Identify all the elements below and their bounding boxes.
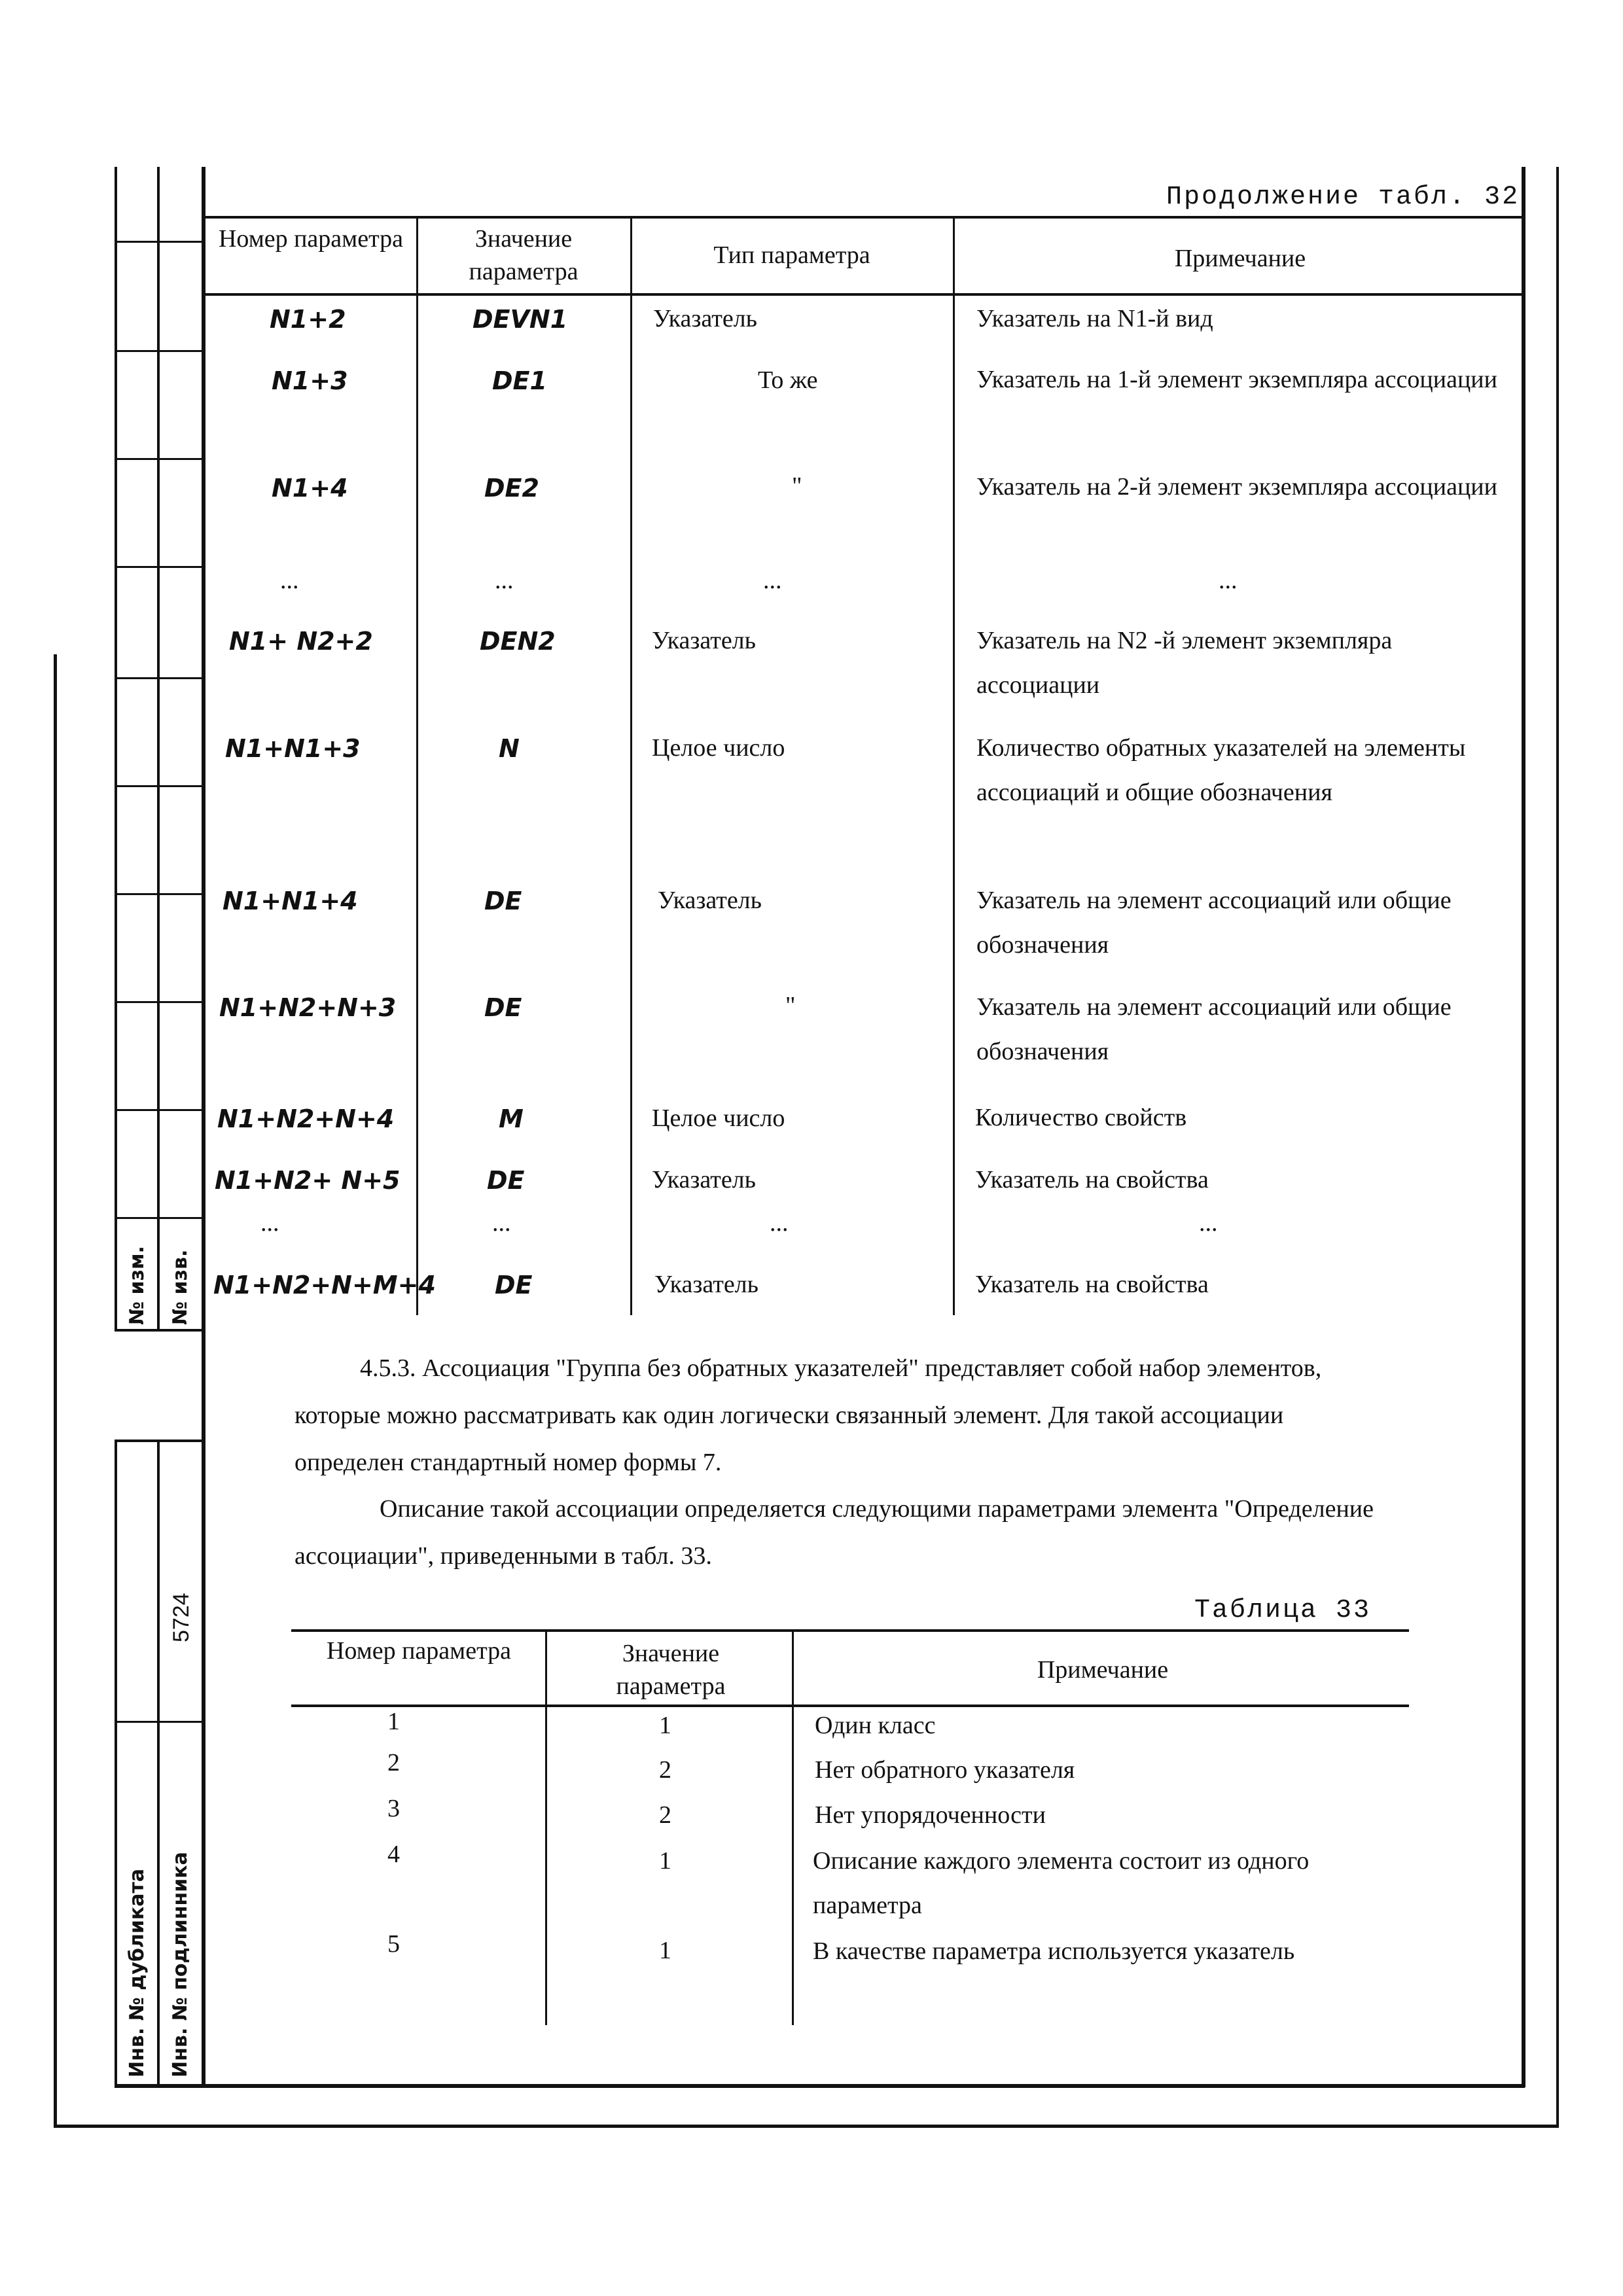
table-cell-note: ...: [1199, 1209, 1218, 1237]
table-cell-note: Указатель на свойства: [975, 1166, 1209, 1193]
strip-hline: [115, 350, 205, 352]
frame-left-outer: [54, 654, 57, 2128]
table32-header-rule: [205, 293, 1524, 296]
strip-hline: [115, 458, 205, 460]
table-cell-num: N1+N2+ N+5: [215, 1166, 401, 1195]
strip-lower-divider: [115, 1721, 205, 1723]
table-cell-num: 2: [387, 1749, 400, 1776]
table-cell-val: DEVN1: [473, 305, 568, 334]
table-cell-note: В качестве параметра используется указатель: [813, 1937, 1295, 1965]
strip-hline: [115, 1217, 205, 1219]
table-cell-num: N1+4: [272, 474, 348, 503]
table-cell-val: DE: [487, 1166, 525, 1195]
table33-caption: Таблица 33: [1194, 1596, 1372, 1625]
table-cell-num: N1+N1+3: [225, 734, 361, 763]
table32-col-sep: [630, 216, 632, 1315]
strip-hline: [115, 241, 205, 243]
table-cell-val: DE: [484, 887, 522, 915]
strip-lower-left: [115, 1439, 117, 2087]
table-cell-type: Указатель: [654, 1271, 758, 1298]
label-orig: Инв. № подлинника: [169, 1852, 192, 2077]
table-cell-note: Описание каждого элемента состоит из одного параметра: [813, 1847, 1310, 1919]
table-cell-num: N1+N2+N+3: [219, 993, 397, 1022]
table-cell-note: Указатель на свойства: [975, 1271, 1209, 1298]
table-cell-num: 5: [387, 1930, 400, 1958]
table-cell-type: Целое число: [652, 1104, 785, 1132]
table-cell-num: N1+N1+4: [223, 887, 358, 915]
frame-left-inner: [202, 167, 205, 2087]
label-izv: № изв.: [169, 1249, 192, 1325]
table-cell-num: N1+3: [272, 366, 348, 395]
table-cell-type: Целое число: [652, 734, 785, 762]
table32-header-note: Примечание: [1174, 245, 1306, 272]
table-cell-val: DE2: [484, 474, 539, 503]
table-cell-val: 1: [659, 1937, 671, 1964]
table-cell-val: ...: [495, 567, 514, 594]
table-cell-num: N1+N2+N+M+4: [213, 1271, 436, 1299]
strip-hline: [115, 1001, 205, 1003]
table-cell-num: 4: [387, 1841, 400, 1868]
table-cell-val: DE: [484, 993, 522, 1022]
table-cell-type: ": [785, 992, 796, 1019]
strip-upper-mid: [157, 167, 160, 1332]
table-cell-val: DE1: [492, 366, 547, 395]
paragraph-4-5-3: 4.5.3. Ассоциация "Группа без обратных указателей" представляет собой набор элементов, которые можно рассматривать как один логически связанный элемент. Для такой ассоциации определен стандартный номер формы 7.: [294, 1354, 1322, 1476]
table-cell-val: DEN2: [480, 627, 556, 656]
table32-header-type: Тип параметра: [713, 241, 870, 269]
table-cell-note: Указатель на элемент ассоциаций или общие обозначения: [976, 993, 1452, 1065]
table-cell-note: Нет упорядоченности: [815, 1801, 1046, 1829]
table33-header-note: Примечание: [1037, 1656, 1169, 1684]
table33-header-val: Значение параметра: [616, 1640, 726, 1700]
paragraph-description: Описание такой ассоциации определяется следующими параметрами элемента "Определение ассоциации", приведенными в табл. 33.: [294, 1495, 1374, 1570]
table-cell-note: Количество обратных указателей на элементы ассоциаций и общие обозначения: [976, 734, 1466, 806]
table-cell-val: ...: [492, 1209, 511, 1237]
table-cell-val: M: [499, 1104, 524, 1133]
table-cell-num: N1+N2+N+4: [217, 1104, 395, 1133]
strip-hline: [115, 566, 205, 568]
table-cell-val: N: [499, 734, 520, 763]
table32-col-sep: [416, 216, 418, 1315]
table-cell-val: 1: [659, 1847, 671, 1875]
table-cell-note: Указатель на N1-й вид: [976, 305, 1213, 332]
table32-col-sep: [953, 216, 955, 1315]
strip-hline: [115, 1109, 205, 1111]
strip-lower-mid: [157, 1439, 160, 2087]
table-cell-note: ...: [1219, 567, 1238, 594]
frame-right-inner: [1522, 167, 1525, 2087]
table-cell-note: Указатель на 1-й элемент экземпляра ассоциации: [976, 366, 1497, 393]
table-cell-type: ...: [763, 567, 782, 594]
strip-upper-bottom: [115, 1329, 205, 1332]
table-cell-note: Указатель на 2-й элемент экземпляра ассоциации: [976, 473, 1497, 501]
table-cell-type: ...: [770, 1209, 789, 1237]
table-cell-type: ": [792, 472, 802, 500]
frame-bottom-inner: [115, 2084, 1525, 2088]
frame-bottom-outer: [54, 2125, 1559, 2128]
table-cell-num: N1+ N2+2: [229, 627, 373, 656]
table-cell-note: Указатель на элемент ассоциаций или общие обозначения: [976, 887, 1452, 959]
table32-top-rule: [205, 216, 1524, 219]
table-cell-type: Указатель: [652, 627, 756, 654]
table-cell-val: 1: [659, 1712, 671, 1739]
table32-caption: Продолжение табл. 32: [1166, 183, 1520, 212]
table32-header-num: Номер параметра: [218, 225, 404, 253]
table33-col-sep: [792, 1629, 794, 2025]
table33-top-rule: [291, 1629, 1409, 1632]
strip-upper-left: [115, 167, 117, 1332]
table-cell-num: ...: [260, 1209, 279, 1237]
table-cell-num: 1: [387, 1708, 400, 1735]
table-cell-note: Нет обратного указателя: [815, 1756, 1075, 1784]
table-cell-val: 2: [659, 1801, 671, 1829]
table-cell-note: Указатель на N2 -й элемент экземпляра ассоциации: [976, 627, 1393, 699]
strip-hline: [115, 893, 205, 895]
table-cell-note: Один класс: [815, 1712, 936, 1739]
table33-header-num: Номер параметра: [326, 1637, 512, 1665]
table33-col-sep: [545, 1629, 547, 2025]
table33-header-rule: [291, 1704, 1409, 1707]
table-cell-type: То же: [758, 366, 818, 394]
table-cell-type: Указатель: [652, 1166, 756, 1193]
table-cell-type: Указатель: [653, 305, 757, 332]
table-cell-num: 3: [387, 1795, 400, 1822]
label-izm: № изм.: [126, 1246, 149, 1325]
table-cell-val: 2: [659, 1756, 671, 1784]
table-cell-val: DE: [495, 1271, 533, 1299]
strip-hline: [115, 677, 205, 679]
label-orig-number: 5724: [169, 1593, 194, 1642]
label-dup: Инв. № дубликата: [126, 1868, 149, 2077]
strip-hline: [115, 785, 205, 787]
table-cell-note: Количество свойств: [975, 1104, 1187, 1131]
table32-header-val: Значение параметра: [469, 225, 579, 285]
table-cell-num: N1+2: [270, 305, 346, 334]
table-cell-num: ...: [280, 567, 299, 594]
table-cell-type: Указатель: [658, 887, 762, 914]
strip-lower-top: [115, 1439, 205, 1442]
frame-right-outer: [1556, 167, 1559, 2128]
